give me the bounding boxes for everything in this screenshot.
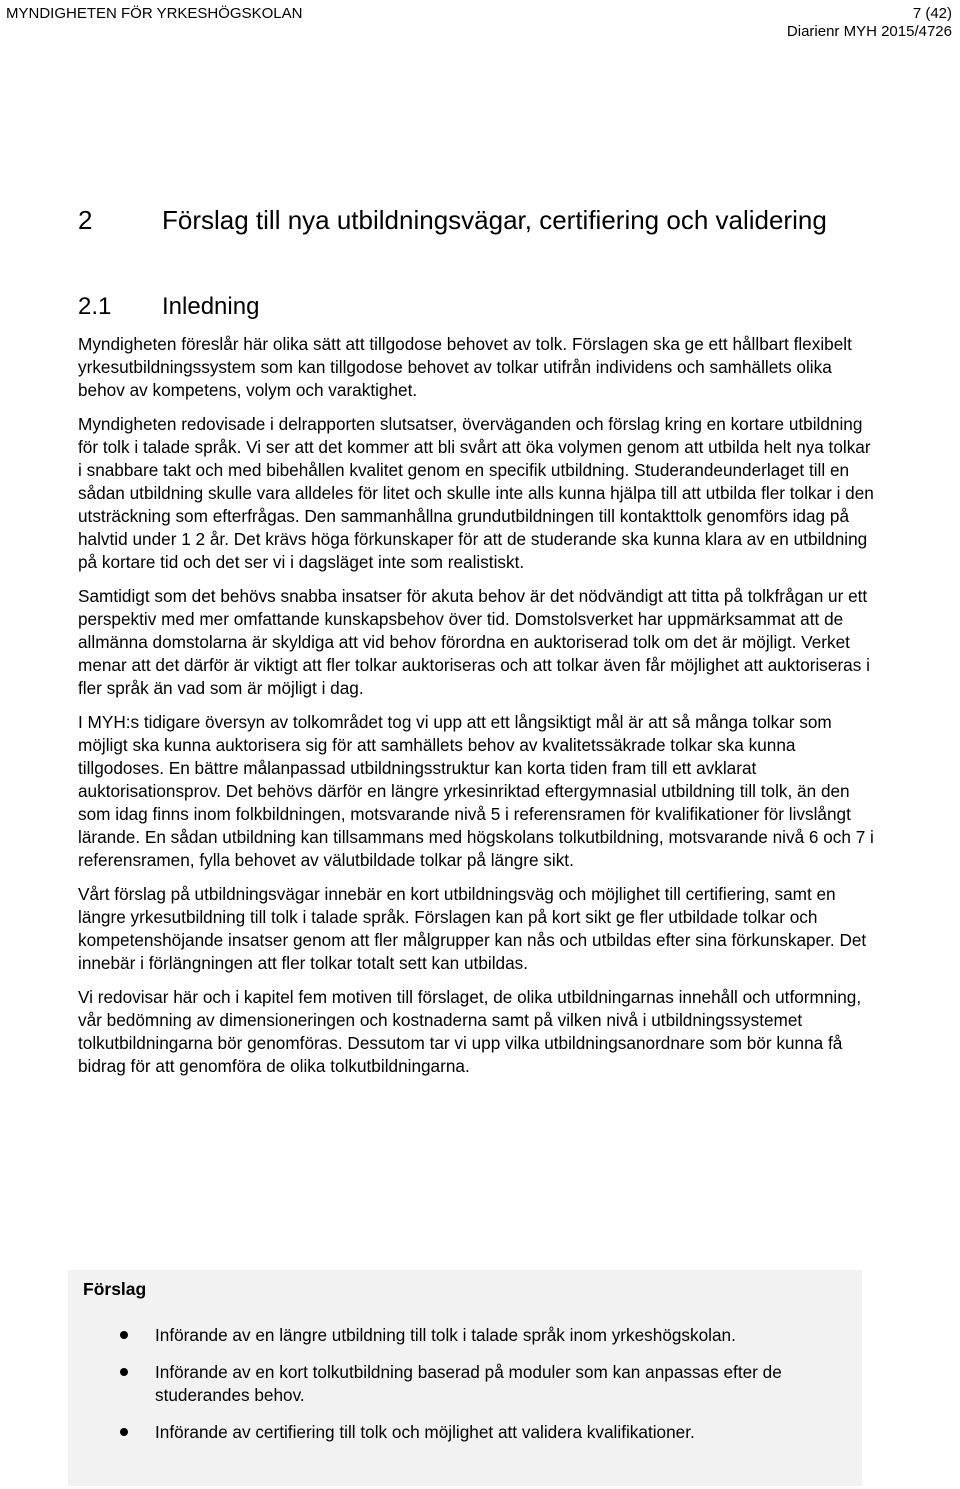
paragraph: Samtidigt som det behövs snabba insatser för akuta behov är det nödvändigt att titta på tolkfrågan ur ett perspektiv med mer omfattande kunskapsbehov över tid. Domstolsverket har uppmärksammat att de allmänna domstolarna är skyldiga att vid behov förordna en auktoriserad tolk om det är möjligt. Verket menar att det därför är viktigt att fler tolkar auktoriseras och att tolkar även får möjlighet att auktoriseras i fler språk än vad som är möjligt i dag. [78, 586, 870, 698]
proposal-item [68, 1361, 795, 1407]
page-number: 7 (42) [912, 5, 952, 22]
proposal-item-text: Införande av en kort tolkutbildning baserad på moduler som kan anpassas efter de studerandes behov. [155, 1362, 782, 1405]
registration-number: Diarienr MYH 2015/4726 [786, 23, 952, 40]
paragraph: Myndigheten redovisade i delrapporten slutsatser, överväganden och förslag kring en kortare utbildning för tolk i talade språk. Vi ser att det kommer att bli svårt att öka volymen genom att utbilda helt nya tolkar i snabbare takt och med bibehållen kvalitet genom en specifik utbildning. Studerandeunderlaget till en sådan utbildning skulle vara alldeles för litet och skulle inte alls kunna hjälpa till att utbilda fler tolkar i den utsträckning som efterfrågas. Den sammanhållna grundutbildningen till kontakttolk genomförs idag på halvtid under 1 2 år. Det krävs höga förkunskaper för att de studerande ska kunna klara av en utbildning på kortare tid och det ser vi i dagsläget inte som realistiskt. [78, 414, 874, 572]
proposal-item-text: Införande av certifiering till tolk och möjlighet att validera kvalifikationer. [155, 1422, 695, 1442]
proposal-item-text: Införande av en längre utbildning till tolk i talade språk inom yrkeshögskolan. [155, 1325, 736, 1345]
proposal-list [68, 1324, 862, 1458]
chapter-number: 2 [78, 205, 93, 235]
page-header [6, 5, 952, 39]
proposal-item [68, 1421, 795, 1444]
paragraph: Myndigheten föreslår här olika sätt att tillgodose behovet av tolk. Förslagen ska ge ett hållbart flexibelt yrkesutbildningssystem som kan tillgodose behovet av tolkar utifrån individens och samhällets olika behov av kompetens, volym och varaktighet. [78, 334, 852, 400]
proposal-item [68, 1324, 795, 1347]
bullet-icon [120, 1331, 128, 1339]
paragraph: Vårt förslag på utbildningsvägar innebär en kort utbildningsväg och möjlighet till certifiering, samt en längre yrkesutbildning till tolk i talade språk. Förslagen kan på kort sikt ge fler utbildade tolkar och kompetenshöjande insatser genom att fler målgrupper kan nås och utbildas efter sina förkunskaper. Det innebär i förlängningen att fler tolkar totalt sett kan utbildas. [78, 884, 867, 973]
bullet-icon [120, 1368, 128, 1376]
body-text [78, 333, 878, 1089]
chapter-title: Förslag till nya utbildningsvägar, certifiering och validering [162, 205, 827, 235]
section-title: Inledning [162, 293, 260, 320]
section-number: 2.1 [78, 293, 112, 320]
proposal-box [68, 1270, 862, 1486]
paragraph: I MYH:s tidigare översyn av tolkområdet tog vi upp att ett långsiktigt mål är att så många tolkar som möjligt ska kunna auktorisera sig för att samhällets behov av kvalitetssäkrade tolkar ska kunna tillgodoses. En bättre målanpassad utbildningsstruktur kan korta tiden fram till ett avklarat auktorisationsprov. Det behövs därför en längre yrkesinriktad eftergymnasial utbildning till tolk, än den som idag finns inom folkbildningen, motsvarande nivå 5 i referensramen för kvalifikationer för livslångt lärande. En sådan utbildning kan tillsammans med högskolans tolkutbildning, motsvarande nivå 6 och 7 i referensramen, fylla behovet av välutbildade tolkar på längre sikt. [78, 712, 874, 870]
paragraph: Vi redovisar här och i kapitel fem motiven till förslaget, de olika utbildningarnas innehåll och utformning, vår bedömning av dimensioneringen och kostnaderna samt på vilken nivå i utbildningssystemet tolkutbildningarna bör genomföras. Dessutom tar vi upp vilka utbildningsanordnare som bör kunna få bidrag för att genomföra de olika tolkutbildningarna. [78, 987, 862, 1076]
bullet-icon [120, 1428, 128, 1436]
organization-name: MYNDIGHETEN FÖR YRKESHÖGSKOLAN [6, 5, 303, 22]
proposal-title: Förslag [83, 1279, 147, 1299]
